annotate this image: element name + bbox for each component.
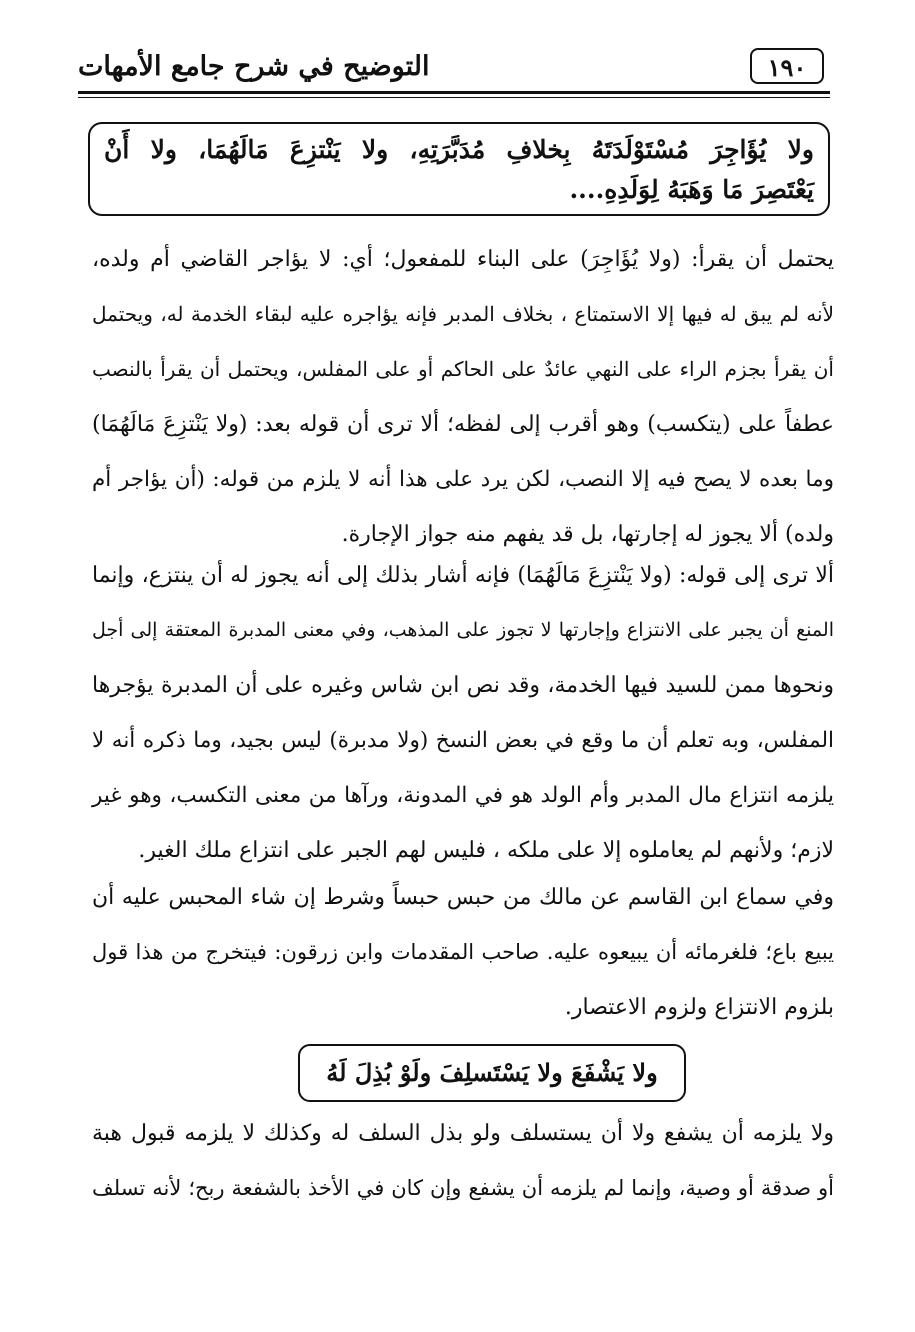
paragraph-1 xyxy=(92,232,834,562)
text-line: بلزوم الانتزاع ولزوم الاعتصار. xyxy=(564,995,834,1020)
page-header xyxy=(78,42,830,98)
paragraph-3 xyxy=(92,870,834,1035)
text-line: لأنه لم يبق له فيها إلا الاستمتاع ، بخلاف المدبر فإنه يؤاجره عليه لبقاء الخدمة له، ويحتمل xyxy=(92,302,834,326)
page-number: ١٩٠ xyxy=(750,48,824,84)
matn-line-2: يَعْتَصِرَ مَا وَهَبَهُ لِوَلَدِهِ.... xyxy=(569,175,814,204)
text-line: ولا يلزمه أن يشفع ولا أن يستسلف ولو بذل السلف له وكذلك لا يلزمه قبول هبة xyxy=(92,1121,834,1146)
text-line: المفلس، وبه تعلم أن ما وقع في بعض النسخ (ولا مدبرة) ليس بجيد، وما ذكره أنه لا xyxy=(92,728,834,753)
matn-text-box xyxy=(88,122,830,216)
paragraph-2 xyxy=(92,548,834,878)
text-line: لازم؛ ولأنهم لم يعاملوه إلا على ملكه ، فليس لهم الجبر على انتزاع ملك الغير. xyxy=(138,838,834,863)
text-line: يحتمل أن يقرأ: (ولا يُؤَاجِرَ) على البناء للمفعول؛ أي: لا يؤاجر القاضي أم ولده، xyxy=(92,247,834,272)
text-line: ونحوها ممن للسيد فيها الخدمة، وقد نص ابن شاس وغيره على أن المدبرة يؤجرها xyxy=(92,673,834,698)
matn-line-1: ولا يُؤَاجِرَ مُسْتَوْلَدَتَهُ بِخلافِ مُدَبَّرَتِهِ، ولا يَنْتزِعَ مَالَهُمَا، ولا أَنْ xyxy=(104,135,814,164)
text-line: ولده) ألا يجوز له إجارتها، بل قد يفهم منه جواز الإجارة. xyxy=(341,522,834,547)
book-title: التوضيح في شرح جامع الأمهات xyxy=(78,51,430,82)
text-line: عطفاً على (يتكسب) وهو أقرب إلى لفظه؛ ألا ترى أن قوله بعد: (ولا يَنْتزِعَ مَالَهُمَا) xyxy=(92,412,834,437)
text-line: المنع أن يجبر على الانتزاع وإجارتها لا تجوز على المذهب، وفي معنى المدبرة المعتقة إلى أجل xyxy=(92,619,834,641)
text-line: أو صدقة أو وصية، وإنما لم يلزمه أن يشفع وإن كان في الأخذ بالشفعة ربح؛ لأنه تسلف xyxy=(92,1176,834,1200)
paragraph-4 xyxy=(92,1106,834,1216)
header-rule-thin xyxy=(78,97,830,98)
header-rule xyxy=(78,91,830,94)
text-line: يبيع باع؛ فلغرمائه أن يبيعوه عليه. صاحب المقدمات وابن زرقون: فيتخرج من هذا قول xyxy=(92,940,834,964)
text-line: وفي سماع ابن القاسم عن مالك من حبس حبساً وشرط إن شاء المحبس عليه أن xyxy=(92,885,834,910)
text-line: وما بعده لا يصح فيه إلا النصب، لكن يرد على هذا أنه لا يلزم من قوله: (أن يؤاجر أم xyxy=(92,467,834,492)
text-line: ألا ترى إلى قوله: (ولا يَنْتزِعَ مَالَهُمَا) فإنه أشار بذلك إلى أنه يجوز له أن ينتزع، وإنما xyxy=(92,563,834,588)
section-heading: ولا يَشْفَعَ ولا يَسْتَسلِفَ ولَوْ بُذِلَ لَهُ xyxy=(298,1044,686,1102)
text-line: أن يقرأ بجزم الراء على النهي عائدٌ على الحاكم أو على المفلس، ويحتمل أن يقرأ بالنصب xyxy=(92,357,834,381)
text-line: يلزمه انتزاع مال المدبر وأم الولد هو في المدونة، ورآها من معنى التكسب، وهو غير xyxy=(92,783,834,808)
